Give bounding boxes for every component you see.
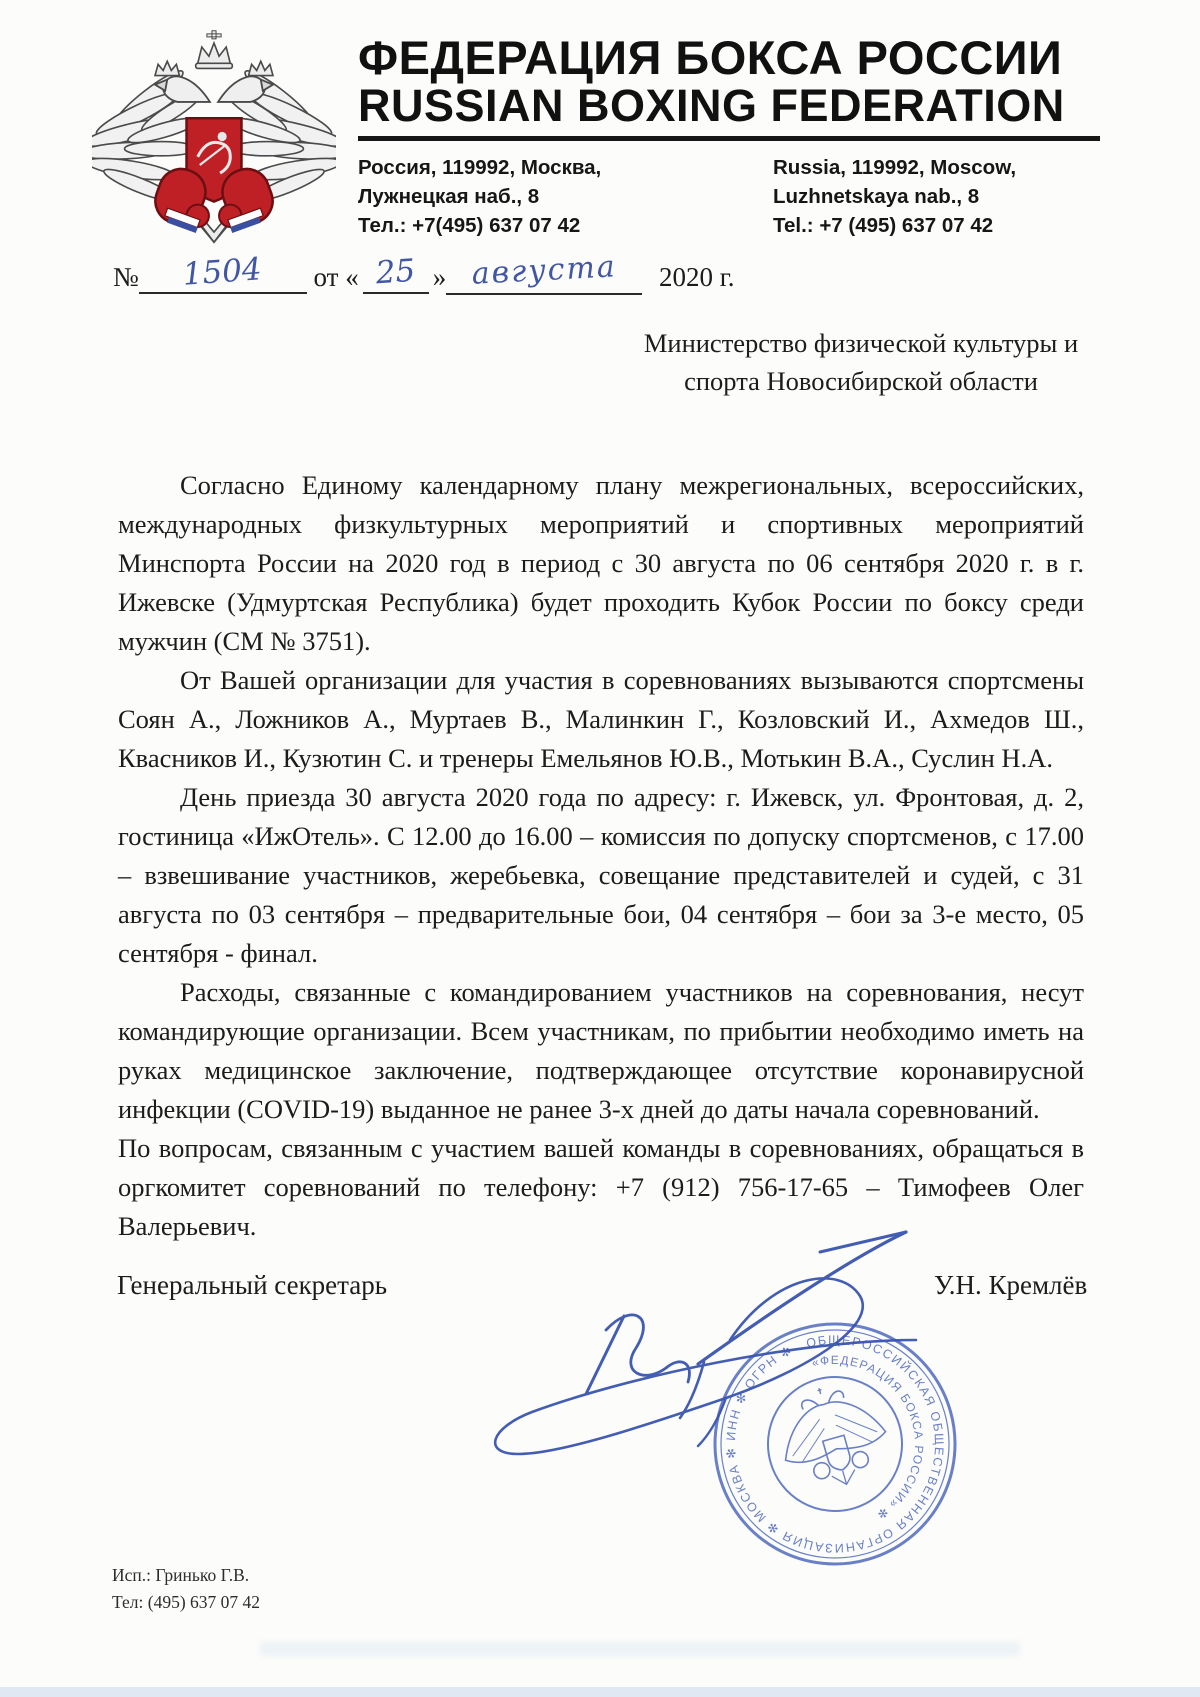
quote-close: » bbox=[432, 262, 447, 292]
scan-edge-streak bbox=[0, 1687, 1200, 1697]
eagle-heads bbox=[155, 76, 273, 101]
signer-position-title: Генеральный секретарь bbox=[117, 1270, 388, 1300]
address-ru-line1: Россия, 119992, Москва, bbox=[358, 156, 602, 180]
address-russian bbox=[358, 153, 773, 240]
year-label: 2020 г. bbox=[658, 262, 735, 292]
signature-autograph-icon bbox=[468, 1222, 930, 1484]
address-en-line3: Tel.: +7 (495) 637 07 42 bbox=[773, 214, 994, 238]
stamp-ring-inner-textpath: «ФЕДЕРАЦИЯ БОКСА РОССИИ» ✻ bbox=[810, 1352, 927, 1523]
address-ru-line3: Тел.: +7(495) 637 07 42 bbox=[358, 214, 581, 238]
handwritten-number: 1504 bbox=[181, 251, 264, 293]
letter-body bbox=[118, 466, 1084, 1246]
letterhead-addresses bbox=[358, 153, 1100, 240]
org-title-en: RUSSIAN BOXING FEDERATION bbox=[358, 79, 1065, 131]
stamp-ring-outer-textpath: ОБЩЕРОССИЙСКАЯ ОБЩЕСТВЕННАЯ ОРГАНИЗАЦИЯ ✻ МОСКВА ✻ ИНН ✻ ОГРН ✻ bbox=[723, 1332, 947, 1556]
from-label: от « bbox=[313, 262, 359, 292]
paragraph-arrival-schedule: День приезда 30 августа 2020 года по адресу: г. Ижевск, ул. Фронтовая, д. 2, гостиница «ИжОтель». С 12.00 до 16.00 – комиссия по допуску спортсменов, с 17.00 – взвешивание участников, жеребьевка, совещание представителей и судей, с 31 августа по 03 сентября – предварительные бои, 04 сентября – бои за 3-е место, 05 сентября - финал. bbox=[118, 782, 1084, 968]
address-ru-line2: Лужнецкая наб., 8 bbox=[358, 185, 540, 209]
handwritten-month: августа bbox=[470, 249, 618, 292]
executor-name: Исп.: Гринько Г.В. bbox=[112, 1565, 250, 1585]
number-blank bbox=[139, 251, 307, 294]
org-title-ru: ФЕДЕРАЦИЯ БОКСА РОССИИ bbox=[358, 31, 1063, 84]
number-sign: № bbox=[113, 262, 139, 292]
paragraph-event-info: Согласно Единому календарному плану межрегиональных, всероссийских, международных физкультурных мероприятий и спортивных мероприятий Минспорта России на 2020 год в период с 30 августа по 06 сентября 2020 г. в г. Ижевске (Удмуртская Республика) будет проходить Кубок России по боксу среди мужчин (СМ № 3751). bbox=[118, 470, 1084, 656]
letterhead-rule bbox=[358, 136, 1100, 141]
reference-line bbox=[113, 249, 735, 295]
paragraph-contact-info: По вопросам, связанным с участием вашей команды в соревнованиях, обращаться в оргкомитет соревнований по телефону: +7 (912) 756-17-65 – Тимофеев Олег Валерьевич. bbox=[118, 1133, 1084, 1241]
paragraph-athletes-list: От Вашей организации для участия в соревнованиях вызываются спортсмены Соян А., Ложников А., Муртаев В., Малинкин Г., Козловский И., Ахмедов Ш., Квасников И., Кузютин С. и тренеры Емельянов Ю.В., Мотькин В.А., Суслин Н.А. bbox=[118, 665, 1084, 773]
signer-name: У.Н. Кремлёв bbox=[934, 1270, 1088, 1300]
federation-emblem-icon bbox=[92, 26, 336, 246]
address-en-line1: Russia, 119992, Moscow, bbox=[773, 156, 1017, 180]
recipient-line2: спорта Новосибирской области bbox=[684, 366, 1038, 396]
scan-streak bbox=[260, 1642, 1020, 1656]
letterhead bbox=[358, 31, 1100, 240]
executor-block bbox=[112, 1562, 260, 1616]
eagle-crowns bbox=[155, 31, 273, 76]
handwritten-day: 25 bbox=[374, 252, 417, 292]
paragraph-expenses-covid: Расходы, связанные с командированием участников на соревнования, несут командирующие организации. Всем участникам, по прибытии необходимо иметь на руках медицинское заключение, подтверждающее отсутствие коронавирусной инфекции (COVID-19) выданное не ранее 3-х дней до даты начала соревнований. bbox=[118, 977, 1084, 1124]
address-english bbox=[773, 153, 1100, 240]
address-en-line2: Luzhnetskaya nab., 8 bbox=[773, 185, 980, 209]
recipient-line1: Министерство физической культуры и bbox=[643, 328, 1079, 358]
month-blank bbox=[446, 249, 642, 295]
recipient-block bbox=[632, 324, 1090, 400]
day-blank bbox=[363, 252, 429, 294]
executor-phone: Тел: (495) 637 07 42 bbox=[112, 1592, 261, 1612]
